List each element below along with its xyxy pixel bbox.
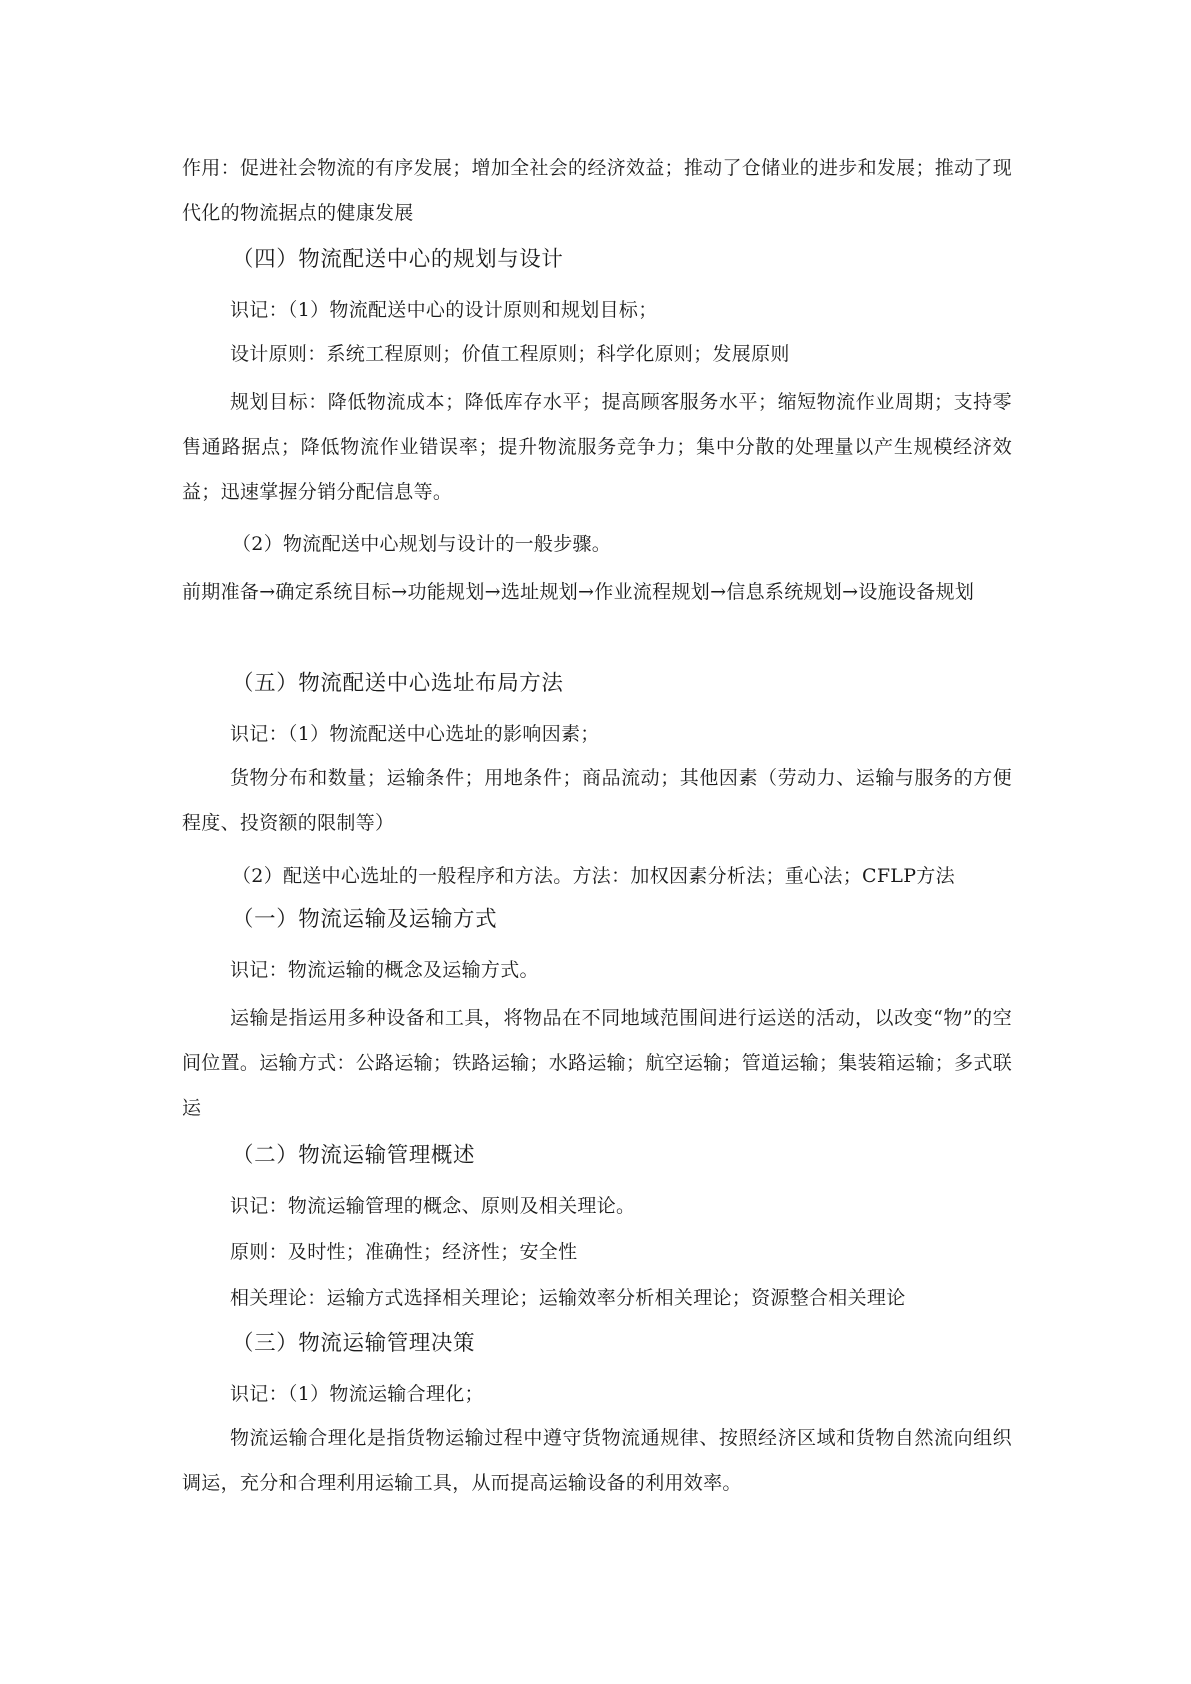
section-heading-1: （一）物流运输及运输方式 [232,907,498,932]
section-heading-4: （四）物流配送中心的规划与设计 [232,247,564,272]
paragraph-location-factors: 货物分布和数量；运输条件；用地条件；商品流动；其他因素（劳动力、运输与服务的方便程度、投资额的限制等） [182,767,1012,834]
paragraph-design-principles: 设计原则：系统工程原则；价值工程原则；科学化原则；发展原则 [230,343,790,365]
section-heading-3: （三）物流运输管理决策 [232,1331,476,1356]
paragraph-recall-management: 识记：物流运输管理的概念、原则及相关理论。 [230,1195,636,1217]
paragraph-recall-location: 识记：（1）物流配送中心选址的影响因素； [230,723,600,745]
paragraph-recall-rationalization: 识记：（1）物流运输合理化； [230,1383,484,1405]
paragraph-related-theory: 相关理论：运输方式选择相关理论；运输效率分析相关理论；资源整合相关理论 [230,1287,906,1309]
paragraph-function: 作用：促进社会物流的有序发展；增加全社会的经济效益；推动了仓储业的进步和发展；推动了现代化的物流据点的健康发展 [182,157,1012,224]
paragraph-transport-definition: 运输是指运用多种设备和工具，将物品在不同地域范围间进行运送的活动，以改变“物”的空间位置。运输方式：公路运输；铁路运输；水路运输；航空运输；管道运输；集装箱运输；多式联运 [182,1007,1012,1119]
paragraph-steps-flow: 前期准备→确定系统目标→功能规划→选址规划→作业流程规划→信息系统规划→设施设备规划 [182,581,975,603]
paragraph-rationalization-definition: 物流运输合理化是指货物运输过程中遵守货物流通规律、按照经济区域和货物自然流向组织调运，充分和合理利用运输工具，从而提高运输设备的利用效率。 [182,1427,1012,1494]
section-heading-5: （五）物流配送中心选址布局方法 [232,671,564,696]
section-heading-2: （二）物流运输管理概述 [232,1143,476,1168]
paragraph-planning-goals: 规划目标：降低物流成本；降低库存水平；提高顾客服务水平；缩短物流作业周期；支持零售通路据点；降低物流作业错误率；提升物流服务竞争力；集中分散的处理量以产生规模经济效益；迅速掌握分销分配信息等。 [182,391,1012,503]
paragraph-general-steps: （2）物流配送中心规划与设计的一般步骤。 [232,533,612,555]
paragraph-recall-design: 识记：（1）物流配送中心的设计原则和规划目标； [230,299,658,321]
paragraph-location-methods: （2）配送中心选址的一般程序和方法。方法：加权因素分析法；重心法；CFLP方法 [232,865,955,887]
paragraph-recall-transport: 识记：物流运输的概念及运输方式。 [230,959,539,981]
paragraph-principles: 原则：及时性；准确性；经济性；安全性 [230,1241,578,1263]
